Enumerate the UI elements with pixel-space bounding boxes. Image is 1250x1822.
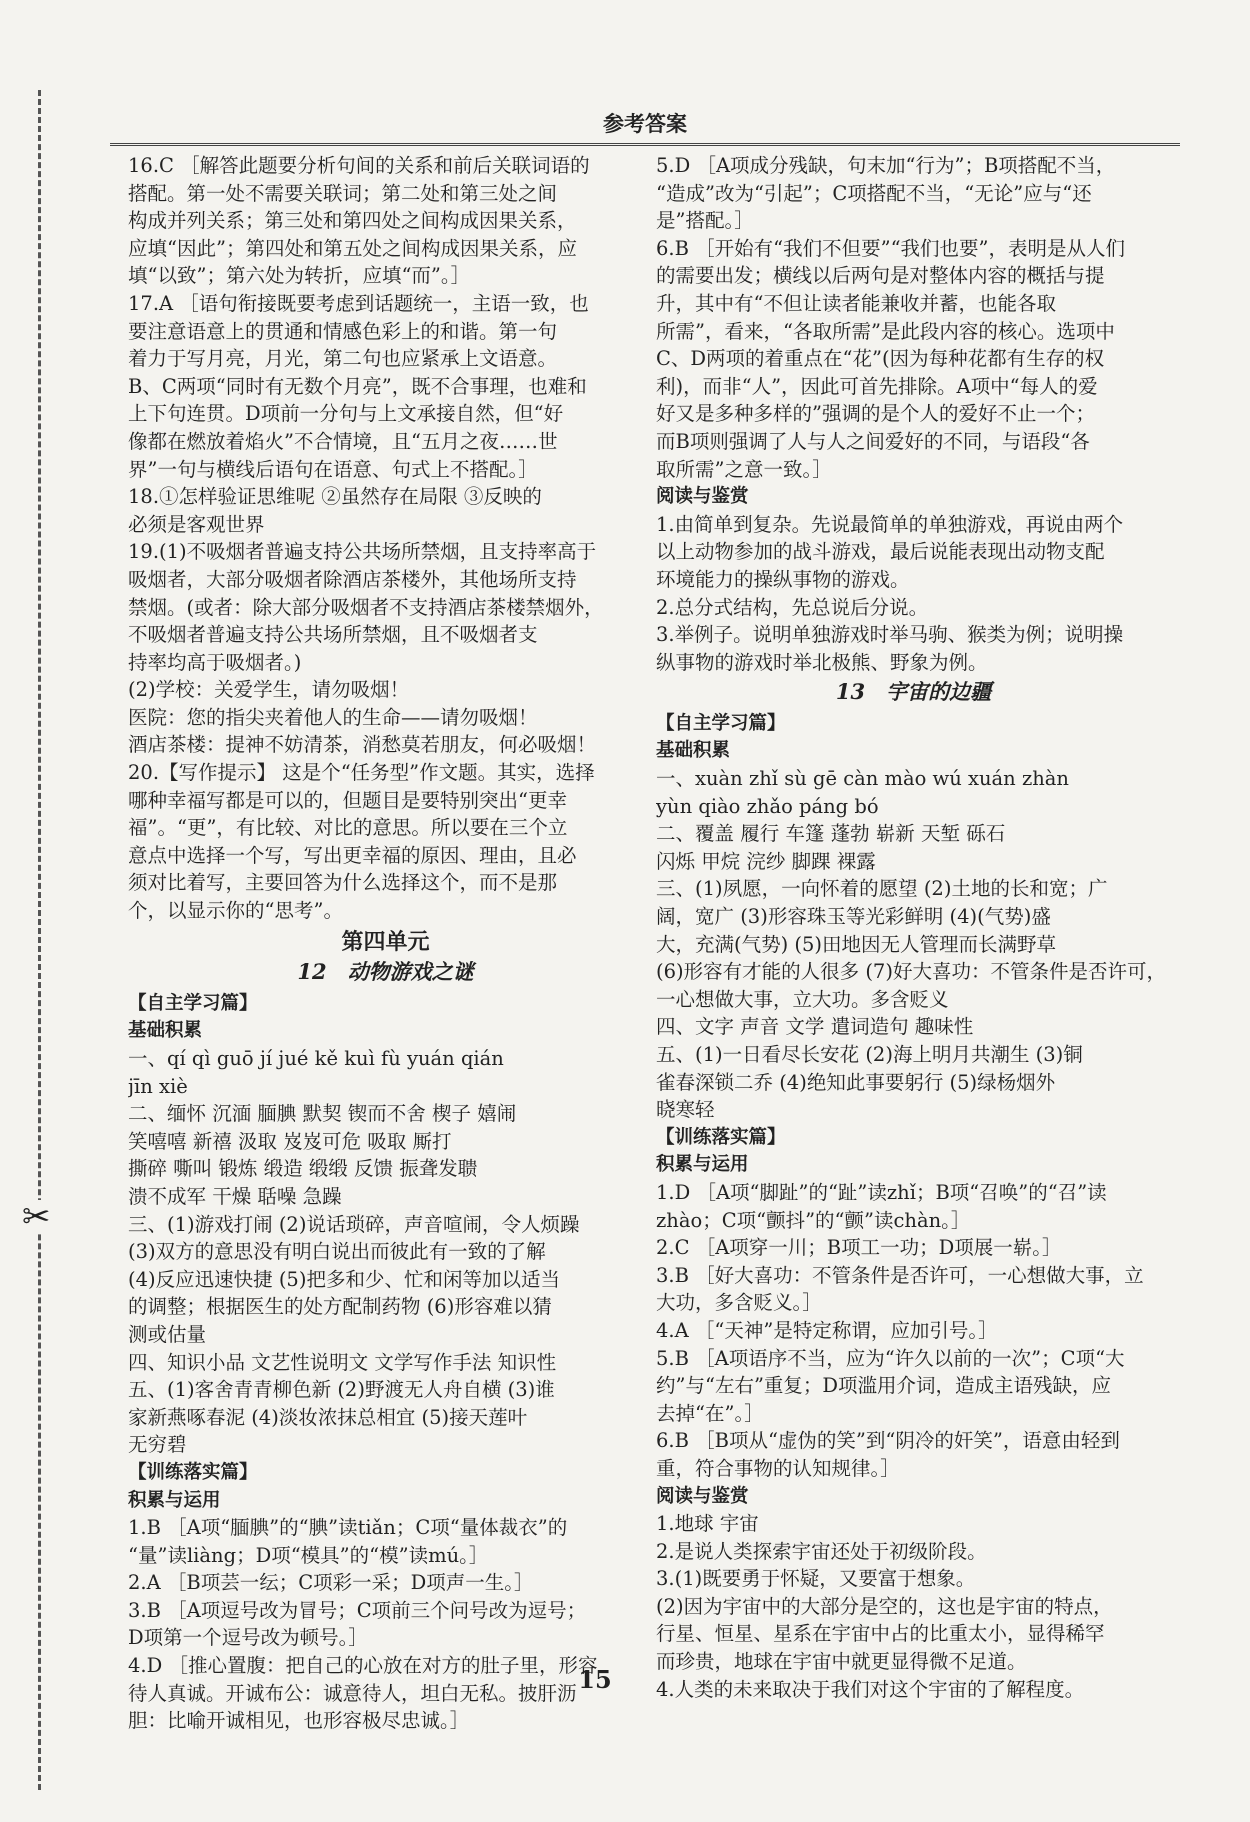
text-line: 利)，而非“人”，因此可首先排除。A项中“每人的爱 bbox=[656, 374, 1098, 398]
text-line: (6)形容有才能的人很多 (7)好大喜功：不管条件是否许可， bbox=[656, 960, 1166, 984]
section-heading: 基础积累 bbox=[128, 1020, 203, 1042]
text-line: 三、(1)夙愿，一向怀着的愿望 (2)土地的长和宽；广 bbox=[656, 877, 1108, 901]
text-line: yùn qiào zhǎo páng bó bbox=[656, 794, 879, 818]
text-line: 6.B ［B项从“虚伪的笑”到“阴冷的奸笑”，语意由轻到 bbox=[656, 1429, 1120, 1453]
text-line: 溃不成军 干燥 聒噪 急躁 bbox=[128, 1184, 342, 1208]
text-line: 去掉“在”。］ bbox=[656, 1401, 764, 1425]
text-line: 着力于写月亮，月光，第二句也应紧承上文语意。 bbox=[128, 347, 558, 371]
section-heading: 【自主学习篇】 bbox=[128, 992, 258, 1014]
text-line: 雀春深锁二乔 (4)绝知此事要躬行 (5)绿杨烟外 bbox=[656, 1070, 1056, 1094]
page-number: 15 bbox=[578, 1665, 612, 1694]
text-line: 三、(1)游戏打闹 (2)说话琐碎，声音喧闹，令人烦躁 bbox=[128, 1212, 580, 1236]
text-line: (2)学校：关爱学生，请勿吸烟！ bbox=[128, 678, 410, 702]
text-line: 禁烟。(或者：除大部分吸烟者不支持酒店茶楼禁烟外， bbox=[128, 595, 604, 619]
text-line: 4.D ［推心置腹：把自己的心放在对方的肚子里，形容 bbox=[128, 1654, 598, 1678]
text-line: 1.地球 宇宙 bbox=[656, 1512, 759, 1536]
text-line: zhào；C项“颤抖”的“颤”读chàn。］ bbox=[656, 1208, 971, 1232]
text-line: 一、xuàn zhǐ sù gē càn mào wú xuán zhàn bbox=[656, 767, 1069, 791]
text-line: 好又是多种多样的”强调的是个人的爱好不止一个； bbox=[656, 402, 1095, 426]
text-line: 像都在燃放着焰火”不合情境，且“五月之夜……世 bbox=[128, 429, 558, 453]
text-line: 3.举例子。说明单独游戏时举马驹、猴类为例；说明操 bbox=[656, 623, 1124, 647]
text-line: 1.D ［A项“脚趾”的“趾”读zhǐ；B项“召唤”的“召”读 bbox=[656, 1180, 1107, 1204]
text-line: 胆：比喻开诚相见，也形容极尽忠诚。］ bbox=[128, 1709, 470, 1733]
section-heading: 基础积累 bbox=[656, 740, 731, 762]
section-heading: 【训练落实篇】 bbox=[128, 1461, 258, 1483]
text-line: 以上动物参加的战斗游戏，最后说能表现出动物支配 bbox=[656, 540, 1105, 564]
text-line: 取所需”之意一致。］ bbox=[656, 457, 832, 481]
text-line: 升，其中有“不但让读者能兼收并蓄，也能各取 bbox=[656, 291, 1056, 315]
text-line: “量”读liàng；D项“模具”的“模”读mú。］ bbox=[128, 1543, 489, 1567]
left-column bbox=[128, 152, 643, 1735]
text-line: 5.D ［A项成分残缺，句末加“行为”；B项搭配不当， bbox=[656, 154, 1116, 177]
section-heading: 积累与运用 bbox=[656, 1154, 749, 1176]
text-line: 无穷碧 bbox=[128, 1433, 187, 1457]
text-line: 18.①怎样验证思维呢 ②虽然存在局限 ③反映的 bbox=[128, 485, 542, 509]
text-line: 6.B ［开始有“我们不但要”“我们也要”，表明是从人们 bbox=[656, 236, 1126, 260]
text-line: 重，符合事物的认知规律。］ bbox=[656, 1456, 900, 1480]
text-line: 的需要出发；横线以后两句是对整体内容的概括与提 bbox=[656, 264, 1105, 288]
text-line: (4)反应迅速快捷 (5)把多和少、忙和闲等加以适当 bbox=[128, 1267, 560, 1291]
header-rule bbox=[110, 143, 1180, 146]
text-line: 2.C ［A项穿一川；B项工一功；D项展一崭。］ bbox=[656, 1236, 1062, 1260]
text-line: 须对比着写，主要回答为什么选择这个，而不是那 bbox=[128, 871, 558, 895]
text-line: 必须是客观世界 bbox=[128, 512, 265, 536]
text-line: 17.A ［语句衔接既要考虑到话题统一，主语一致，也 bbox=[128, 291, 589, 315]
text-line: 3.(1)既要勇于怀疑，又要富于想象。 bbox=[656, 1567, 976, 1591]
text-line: 的调整；根据医生的处方配制药物 (6)形容难以猜 bbox=[128, 1295, 552, 1319]
text-line: 四、知识小品 文艺性说明文 文学写作手法 知识性 bbox=[128, 1350, 557, 1374]
text-line: 界”一句与横线后语句在语意、句式上不搭配。］ bbox=[128, 457, 538, 481]
text-line: 约”与“左右”重复；D项滥用介词，造成主语残缺，应 bbox=[656, 1374, 1112, 1398]
text-line: 上下句连贯。D项前一分句与上文承接自然，但“好 bbox=[128, 402, 564, 426]
text-line: 构成并列关系；第三处和第四处之间构成因果关系， bbox=[128, 209, 577, 233]
text-line: D项第一个逗号改为顿号。］ bbox=[128, 1626, 368, 1650]
text-line: 1.由简单到复杂。先说最简单的单独游戏，再说由两个 bbox=[656, 512, 1124, 536]
text-line: 一、qí qì guō jí jué kě kuì fù yuán qián bbox=[128, 1047, 504, 1070]
text-line: 1.B ［A项“腼腆”的“腆”读tiǎn；C项“量体裁衣”的 bbox=[128, 1516, 568, 1540]
text-line: 而B项则强调了人与人之间爱好的不同，与语段“各 bbox=[656, 429, 1090, 453]
text-line: 持率均高于吸烟者。) bbox=[128, 650, 302, 674]
text-line: 酒店茶楼：提神不妨清茶，消愁莫若朋友，何必吸烟！ bbox=[128, 733, 597, 757]
text-line: 搭配。第一处不需要关联词；第二处和第三处之间 bbox=[128, 181, 558, 205]
text-line: 四、文字 声音 文学 遣词造句 趣味性 bbox=[656, 1015, 974, 1039]
text-line: 二、覆盖 履行 车篷 蓬勃 崭新 天堑 砾石 bbox=[656, 822, 1006, 846]
text-line: 所需”，看来，“各取所需”是此段内容的核心。选项中 bbox=[656, 319, 1115, 343]
text-line: 20.【写作提示】 这是个“任务型”作文题。其实，选择 bbox=[128, 761, 595, 785]
page-header-title: 参考答案 bbox=[603, 111, 687, 136]
text-line: 晓寒轻 bbox=[656, 1098, 715, 1122]
text-line: 五、(1)一日看尽长安花 (2)海上明月共潮生 (3)铜 bbox=[656, 1043, 1083, 1066]
right-column bbox=[656, 152, 1171, 1703]
text-line: 行星、恒星、星系在宇宙中占的比重太小，显得稀罕 bbox=[656, 1622, 1105, 1646]
text-line: 哪种幸福写都是可以的，但题目是要特别突出“更幸 bbox=[128, 788, 567, 812]
text-line: 大，充满(气势) (5)田地因无人管理而长满野草 bbox=[656, 932, 1057, 956]
text-line: 测或估量 bbox=[128, 1322, 207, 1346]
text-line: 填“以致”；第六处为转折，应填“而”。］ bbox=[128, 264, 471, 288]
text-line: 环境能力的操纵事物的游戏。 bbox=[656, 567, 910, 591]
section-heading: 【自主学习篇】 bbox=[656, 712, 786, 734]
text-line: 待人真诚。开诚布公：诚意待人，坦白无私。披肝沥 bbox=[128, 1681, 577, 1705]
text-line: 4.人类的未来取决于我们对这个宇宙的了解程度。 bbox=[656, 1677, 1085, 1701]
text-line: 闪烁 甲烷 浣纱 脚踝 裸露 bbox=[656, 849, 876, 873]
text-line: 19.(1)不吸烟者普遍支持公共场所禁烟，且支持率高于 bbox=[128, 540, 597, 564]
section-heading: 阅读与鉴赏 bbox=[656, 1485, 749, 1507]
text-line: 二、缅怀 沉湎 腼腆 默契 锲而不舍 楔子 嬉闹 bbox=[128, 1102, 517, 1126]
text-line: (3)双方的意思没有明白说出而彼此有一致的了解 bbox=[128, 1240, 546, 1264]
text-line: jīn xiè bbox=[128, 1074, 188, 1098]
text-line: 一心想做大事，立大功。多含贬义 bbox=[656, 987, 949, 1011]
unit-title: 第四单元 bbox=[341, 928, 430, 955]
text-line: 阔，宽广 (3)形容珠玉等光彩鲜明 (4)(气势)盛 bbox=[656, 905, 1051, 929]
text-line: 而珍贵，地球在宇宙中就更显得微不足道。 bbox=[656, 1650, 1027, 1674]
text-line: 笑嘻嘻 新禧 汲取 岌岌可危 吸取 厮打 bbox=[128, 1129, 452, 1153]
text-line: 3.B ［A项逗号改为冒号；C项前三个问号改为逗号； bbox=[128, 1598, 587, 1622]
text-line: 家新燕啄春泥 (4)淡妆浓抹总相宜 (5)接天莲叶 bbox=[128, 1405, 528, 1429]
text-line: 医院：您的指尖夹着他人的生命——请勿吸烟！ bbox=[128, 705, 538, 729]
text-line: 要注意语意上的贯通和情感色彩上的和谐。第一句 bbox=[128, 319, 558, 343]
text-line: 撕碎 嘶叫 锻炼 缎造 缎缎 反馈 振聋发聩 bbox=[128, 1157, 478, 1181]
text-line: 4.A ［“天神”是特定称谓，应加引号。］ bbox=[656, 1318, 998, 1342]
lesson-title: 12 动物游戏之谜 bbox=[297, 959, 474, 985]
section-heading: 阅读与鉴赏 bbox=[656, 486, 749, 508]
section-heading: 积累与运用 bbox=[128, 1489, 221, 1511]
section-heading: 【训练落实篇】 bbox=[656, 1126, 786, 1148]
lesson-title: 13 宇宙的边疆 bbox=[835, 679, 992, 705]
cut-line bbox=[38, 90, 41, 1790]
text-line: 2.是说人类探索宇宙还处于初级阶段。 bbox=[656, 1539, 987, 1563]
text-line: 个，以显示你的“思考”。 bbox=[128, 899, 343, 923]
text-line: 16.C ［解答此题要分析句间的关系和前后关联词语的 bbox=[128, 154, 590, 177]
text-line: 2.总分式结构，先总说后分说。 bbox=[656, 595, 929, 619]
scissors-icon: ✂ bbox=[22, 1197, 51, 1237]
text-line: (2)因为宇宙中的大部分是空的，这也是宇宙的特点， bbox=[656, 1594, 1113, 1618]
text-line: 吸烟者，大部分吸烟者除酒店茶楼外，其他场所支持 bbox=[128, 567, 577, 591]
text-line: 纵事物的游戏时举北极熊、野象为例。 bbox=[656, 650, 988, 674]
text-line: 福”。“更”，有比较、对比的意思。所以要在三个立 bbox=[128, 816, 568, 840]
text-line: C、D两项的着重点在“花”(因为每种花都有生存的权 bbox=[656, 347, 1105, 371]
text-line: 是”搭配。］ bbox=[656, 209, 754, 233]
text-line: 5.B ［A项语序不当，应为“许久以前的一次”；C项“大 bbox=[656, 1346, 1125, 1370]
text-line: 3.B ［好大喜功：不管条件是否许可，一心想做大事，立 bbox=[656, 1263, 1144, 1287]
text-line: B、C两项“同时有无数个月亮”，既不合事理，也难和 bbox=[128, 374, 587, 398]
text-line: 不吸烟者普遍支持公共场所禁烟，且不吸烟者支 bbox=[128, 623, 538, 647]
text-line: “造成”改为“引起”；C项搭配不当，“无论”应与“还 bbox=[656, 181, 1092, 205]
text-line: 意点中选择一个写，写出更幸福的原因、理由，且必 bbox=[128, 843, 577, 867]
text-line: 大功，多含贬义。］ bbox=[656, 1291, 822, 1315]
text-line: 2.A ［B项芸一纭；C项彩一采；D项声一生。］ bbox=[128, 1571, 534, 1595]
text-line: 应填“因此”；第四处和第五处之间构成因果关系，应 bbox=[128, 236, 577, 260]
text-line: 五、(1)客舍青青柳色新 (2)野渡无人舟自横 (3)谁 bbox=[128, 1378, 555, 1402]
